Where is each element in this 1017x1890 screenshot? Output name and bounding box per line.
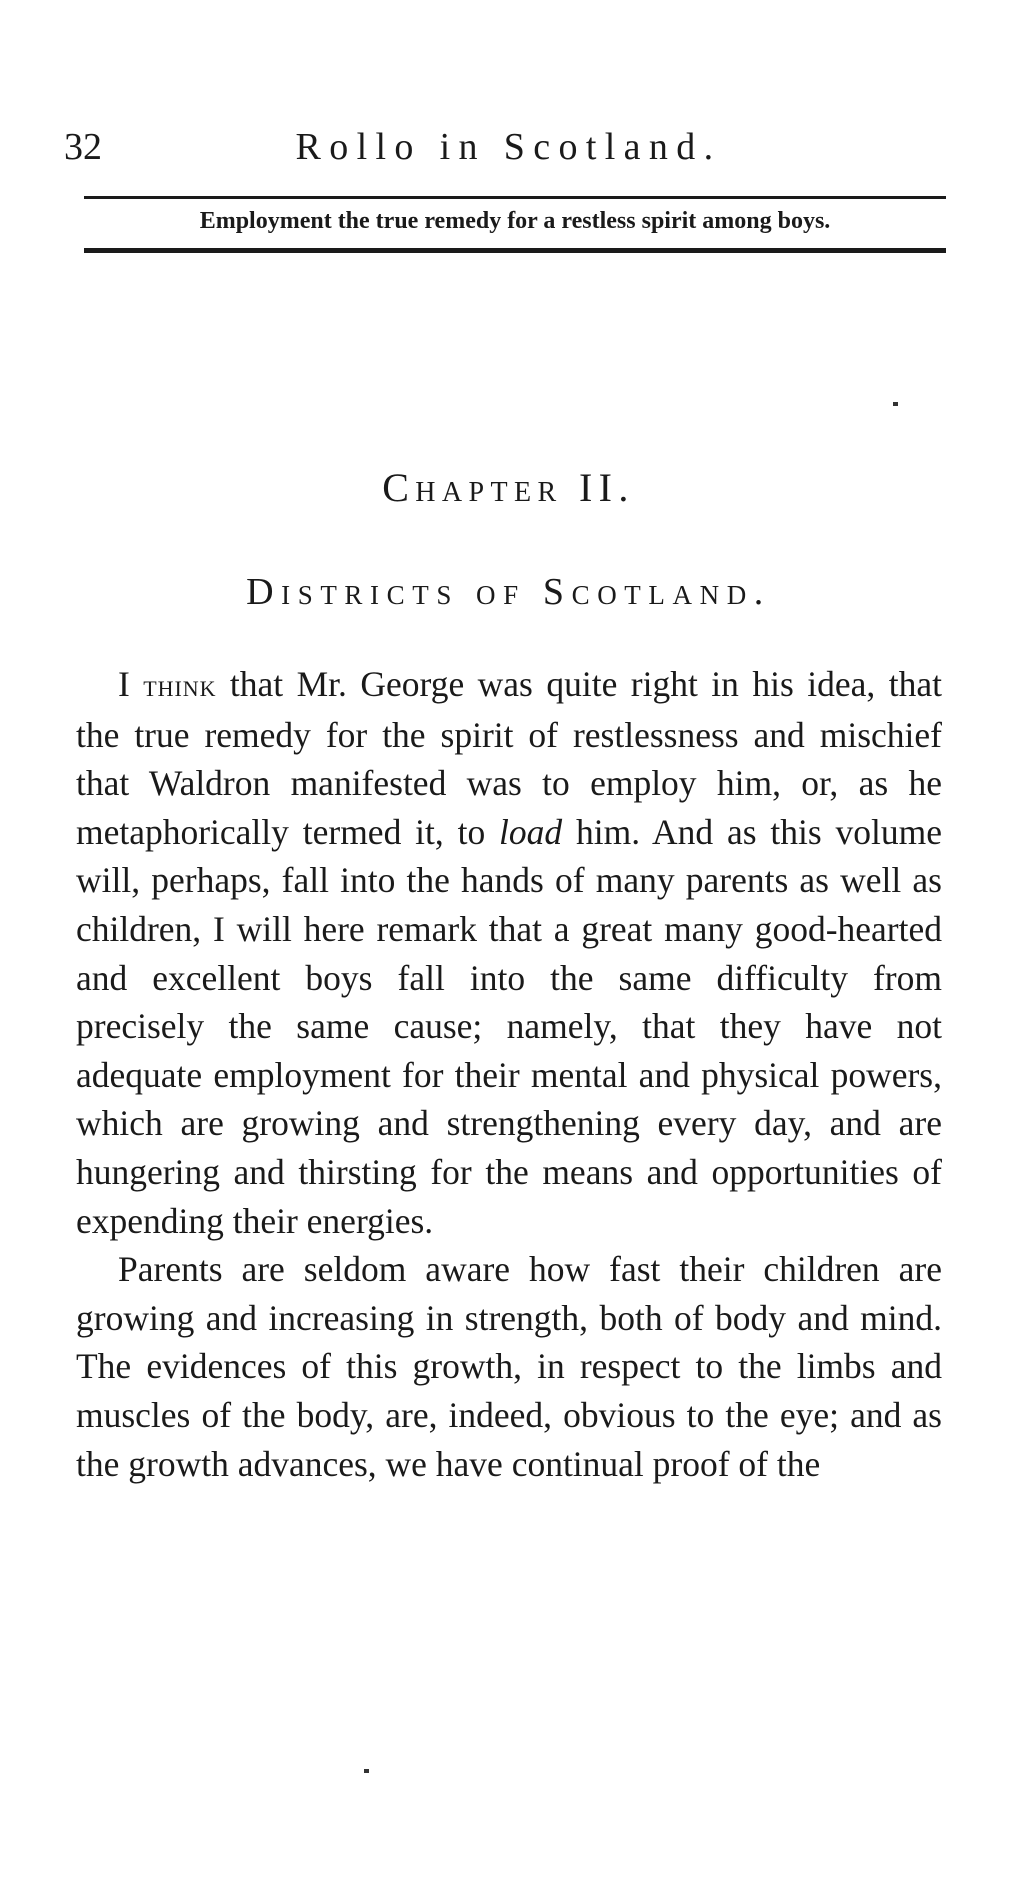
chapter-summary-line: Employment the true remedy for a restless spirit among boys. bbox=[199, 208, 831, 234]
body-text bbox=[76, 660, 942, 1488]
paragraph-text: him. And as this volume will, perhaps, fall into the hands of many parents as well as children, I will here remark that a great many good-hearted and excellent boys fall into the same difficulty from precisely the same cause; namely, that they have not adequate employment for their mental and physical powers, which are growing and strengthening every day, and are hungering and thirsting for the means and opportunities of expending their energies. bbox=[76, 811, 942, 1241]
paragraph-text: that Mr. George was quite right in his idea, that the true remedy for the spirit of restlessness and mischief that Waldron manifested was to employ him, or, as he metaphorically termed it, to bbox=[76, 664, 942, 852]
header-rule-bottom bbox=[84, 248, 946, 253]
running-head: Rollo in Scotland. bbox=[295, 126, 722, 168]
print-speck bbox=[364, 1769, 369, 1773]
italic-word: load bbox=[499, 811, 563, 852]
header-rule-top bbox=[84, 196, 946, 199]
paragraph-lead-smallcaps: think bbox=[143, 668, 217, 703]
chapter-subtitle: Districts of Scotland. bbox=[246, 571, 771, 613]
paragraph: Parents are seldom aware how fast their children are growing and increasing in strength, both of body and mind. The evidences of this growth, in respect to the limbs and muscles of the body, are, indeed, obvious to the eye; and as the growth advances, we have continual proof of the bbox=[76, 1249, 942, 1484]
print-speck bbox=[893, 402, 898, 406]
paragraph bbox=[76, 660, 942, 1245]
page-number: 32 bbox=[64, 126, 102, 168]
chapter-title: Chapter II. bbox=[382, 465, 635, 510]
paragraph-lead-initial: I bbox=[118, 664, 130, 704]
